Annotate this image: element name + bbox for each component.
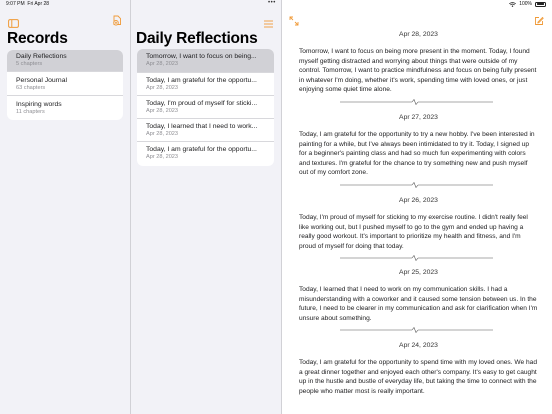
chapter-date: Apr 28, 2023 xyxy=(146,131,179,137)
chapter-title: Today, I am grateful for the opportu... xyxy=(146,77,257,84)
record-subtitle: 5 chapters xyxy=(16,61,43,67)
entry xyxy=(299,31,538,95)
status-time-date: 9:07 PM Fri Apr 28 xyxy=(6,1,50,7)
record-personal-journal[interactable] xyxy=(7,72,123,96)
reader-pane xyxy=(282,0,552,414)
entry-date: Apr 24, 2023 xyxy=(399,342,438,349)
record-title: Personal Journal xyxy=(16,77,68,84)
entry xyxy=(299,197,538,251)
record-subtitle: 63 chapters xyxy=(16,85,46,91)
entry xyxy=(299,114,538,178)
status-right xyxy=(509,1,546,7)
chapter-row[interactable] xyxy=(137,96,274,119)
expand-icon[interactable] xyxy=(289,13,299,31)
records-title: Records xyxy=(7,30,68,47)
record-title: Inspiring words xyxy=(16,101,62,108)
battery-percent: 100% xyxy=(519,1,532,7)
battery-icon xyxy=(535,2,546,7)
compose-icon[interactable] xyxy=(534,13,544,31)
chapter-date: Apr 28, 2023 xyxy=(146,154,179,160)
entry-date: Apr 25, 2023 xyxy=(399,269,438,276)
chapter-title: Today, I'm proud of myself for sticki... xyxy=(146,100,258,107)
record-subtitle: 11 chapters xyxy=(16,109,45,115)
records-sidebar xyxy=(0,0,131,414)
chapters-column xyxy=(131,0,282,414)
chapter-row[interactable] xyxy=(137,119,274,142)
record-daily-reflections[interactable] xyxy=(7,50,123,72)
wifi-icon xyxy=(509,2,516,7)
entry-text: Today, I'm proud of myself for sticking to my exercise routine. I didn't really feel like working out, but I pushed myself to go to the gym and ended up having a really good workout. It's important to prioritize my health and fitness, and I'm proud of myself for doing that today. xyxy=(299,214,528,250)
new-record-icon[interactable] xyxy=(112,13,123,31)
entry-text: Today, I am grateful for the opportunity to spend time with my loved ones. We had a great dinner together and enjoyed each other's company. It's easy to get caught up in the hustle and bustle of everyday life, but taking the time to connect with the people who matter most is really important. xyxy=(299,359,537,395)
status-bar xyxy=(0,0,552,9)
chapter-date: Apr 28, 2023 xyxy=(146,61,179,67)
entry xyxy=(299,269,538,323)
list-menu-icon[interactable] xyxy=(264,15,273,33)
entry xyxy=(299,342,538,396)
chapters-list xyxy=(137,49,274,166)
chapter-title: Today, I learned that I need to work... xyxy=(146,123,258,130)
entry-date: Apr 27, 2023 xyxy=(399,114,438,121)
chapters-title: Daily Reflections xyxy=(136,30,258,47)
chapter-date: Apr 28, 2023 xyxy=(146,108,179,114)
chapter-row[interactable] xyxy=(137,73,274,96)
entry-text: Today, I learned that I need to work on my communication skills. I had a misunderstanding with a coworker and it caused some tension between us. In the future, I need to be clearer in my communication and ask for clarification when I'm unsure about something. xyxy=(299,286,538,322)
record-title: Daily Reflections xyxy=(16,53,67,60)
entry-separator xyxy=(340,255,493,261)
record-inspiring-words[interactable] xyxy=(7,96,123,120)
chapter-title: Today, I am grateful for the opportu... xyxy=(146,146,257,153)
chapter-row[interactable] xyxy=(137,142,274,166)
multitasking-dots-icon[interactable]: ••• xyxy=(268,0,276,6)
entry-separator xyxy=(340,327,493,333)
entry-date: Apr 26, 2023 xyxy=(399,197,438,204)
chapter-title: Tomorrow, I want to focus on being... xyxy=(146,53,257,60)
entry-separator xyxy=(340,182,493,188)
entry-text: Today, I am grateful for the opportunity to try a new hobby. I've been interested in painting for a while, but I've always been intimidated to try it. Today, I signed up for a beginner's painting class and had so much fun experimenting with colors and textures. I'm grateful for the chance to try something new and push myself out of my comfort zone. xyxy=(299,131,535,177)
chapter-date: Apr 28, 2023 xyxy=(146,85,179,91)
entry-text: Tomorrow, I want to focus on being more present in the moment. Today, I found myself getting distracted and worrying about things that were outside of my control. Tomorrow, I want to practice mindfulness and focus on being fully present in whatever I'm doing, whether it's work, spending time with loved ones, or just enjoying some quiet time alone. xyxy=(299,48,537,94)
chapter-row[interactable] xyxy=(137,49,274,73)
records-list xyxy=(7,50,123,120)
entry-date: Apr 28, 2023 xyxy=(399,31,438,38)
entry-separator xyxy=(340,99,493,105)
